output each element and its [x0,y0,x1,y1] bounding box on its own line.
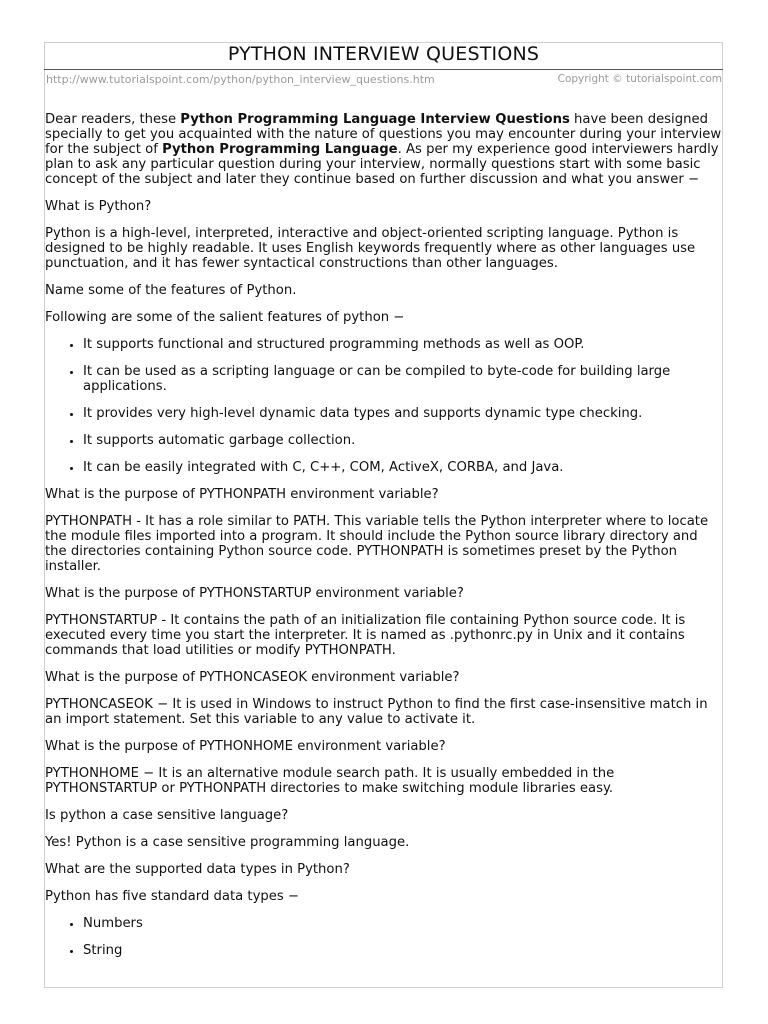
list-item: • It can be easily integrated with C, C++, COM, ActiveX, CORBA, and Java. [83,460,723,475]
title-divider [44,69,723,70]
question: What is Python? [45,199,152,214]
answer: Following are some of the salient features of python − [45,310,405,325]
question: What is the purpose of PYTHONCASEOK environment variable? [45,670,460,685]
list-item: • It can be used as a scripting language or can be compiled to byte-code for building large applications. [83,364,723,394]
features-list [45,337,723,475]
question: What is the purpose of PYTHONSTARTUP environment variable? [45,586,464,601]
intro-bold-1: Python Programming Language Interview Questions [180,112,570,127]
question: What are the supported data types in Python? [45,862,350,877]
question: What is the purpose of PYTHONHOME environment variable? [45,739,446,754]
source-url[interactable]: http://www.tutorialspoint.com/python/python_interview_questions.htm [46,73,435,86]
intro-text-3: . As per my experience good interviewers hardly plan to ask any particular question during your interview, normally questions start with some basic concept of the subject and later they continue based on further discussion and what you answer − [45,142,719,187]
list-item: • String [83,943,723,958]
question: Is python a case sensitive language? [45,808,289,823]
intro-text-2: have been designed specially to get you acquainted with the nature of questions you may encounter during your interview for the subject of [45,112,722,157]
copyright-notice: Copyright © tutorialspoint.com [557,73,722,85]
answer: PYTHONSTARTUP - It contains the path of an initialization file containing Python source code. It is executed every time you start the interpreter. It is named as .pythonrc.py in Unix and it contains commands that load utilities or modify PYTHONPATH. [45,613,686,658]
answer: PYTHONHOME − It is an alternative module search path. It is usually embedded in the PYTHONSTARTUP or PYTHONPATH directories to make switching module libraries easy. [45,766,615,796]
list-item: • Numbers [83,916,723,931]
answer: PYTHONPATH - It has a role similar to PATH. This variable tells the Python interpreter where to locate the module files imported into a program. It should include the Python source library directory and the directories containing Python source code. PYTHONPATH is sometimes preset by the Python installer. [45,514,709,574]
answer: PYTHONCASEOK − It is used in Windows to instruct Python to find the first case-insensitive match in an import statement. Set this variable to any value to activate it. [45,697,708,727]
list-item: • It provides very high-level dynamic data types and supports dynamic type checking. [83,406,723,421]
question: What is the purpose of PYTHONPATH environment variable? [45,487,439,502]
answer: Python is a high-level, interpreted, interactive and object-oriented scripting language. Python is designed to be highly readable. It uses English keywords frequently where as other languages use punctuation, and it has fewer syntactical constructions than other languages. [45,226,696,271]
intro-text-1: Dear readers, these [45,112,181,127]
answer: Yes! Python is a case sensitive programming language. [45,835,410,850]
intro-bold-2: Python Programming Language [162,142,398,157]
document-body [45,112,723,970]
question: Name some of the features of Python. [45,283,297,298]
list-item: • It supports automatic garbage collection. [83,433,723,448]
list-item: • It supports functional and structured programming methods as well as OOP. [83,337,723,352]
page-title: PYTHON INTERVIEW QUESTIONS [227,43,540,65]
intro-paragraph [45,112,723,187]
answer: Python has five standard data types − [45,889,299,904]
data-types-list [45,916,723,958]
